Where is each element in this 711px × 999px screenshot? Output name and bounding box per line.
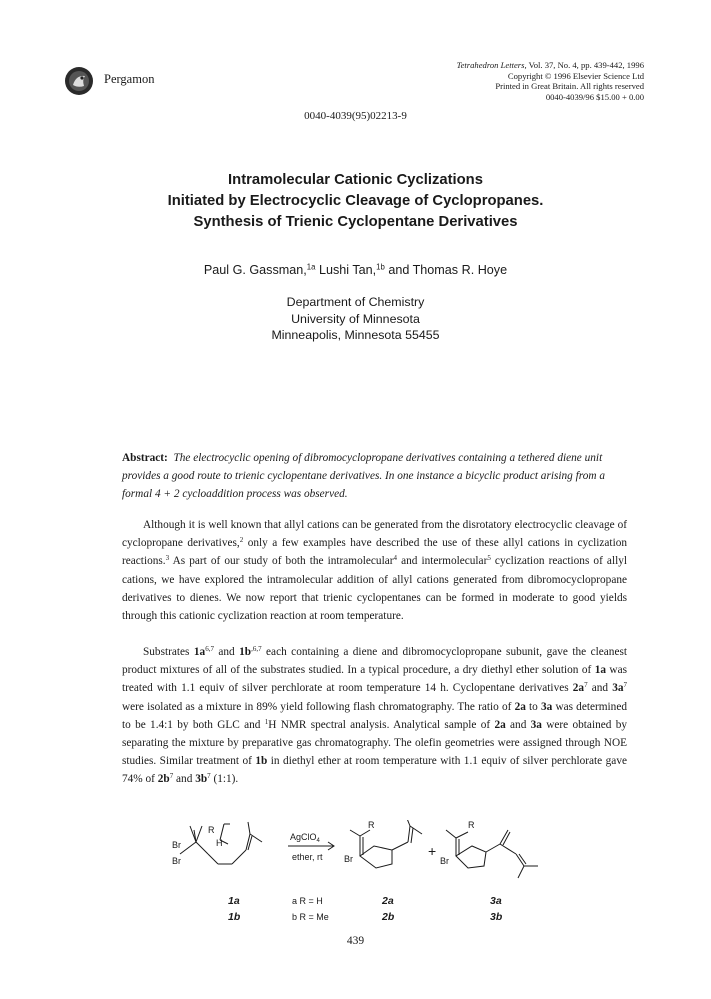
text-run: in diethyl ether at room temperature with 1.1 equiv of silver perchlorate gave 74% of [122, 755, 627, 786]
atom-label: H [216, 838, 223, 848]
citation: 4 [393, 554, 397, 563]
citation: 7 [169, 772, 174, 781]
text-run: (1:1). [210, 773, 239, 786]
citation: 7 [207, 772, 211, 781]
text-run: was treated with 1.1 equiv of silver perchlorate at room temperature 14 h. Cyclopentane derivatives [122, 664, 627, 695]
compound-ref: 3b [195, 773, 208, 786]
price-line: 0040-4039/96 $15.00 + 0.00 [545, 91, 644, 102]
doi: 0040-4039(95)02213-9 [304, 110, 407, 122]
author-3: and Thomas R. Hoye [384, 263, 508, 277]
atom-label: Br [440, 856, 449, 866]
compound-ref: 1a [193, 646, 206, 658]
printed-line: Printed in Great Britain. All rights reserved [495, 81, 644, 92]
body-paragraph-2 [122, 643, 627, 789]
compound-ref: 2a [514, 700, 526, 713]
abstract-text: The electrocyclic opening of dibromocyclopropane derivatives containing a tethered diene unit provides a good route to trienic cyclopentane derivatives. In one instance a bicyclic product arising from a formal 4 + 2 cycloaddition process was observed. [122, 452, 606, 501]
citation: 3 [165, 554, 170, 563]
compound-label: 2a [382, 895, 394, 907]
compound-ref: 3a [540, 700, 553, 713]
citation: 7 [584, 681, 588, 690]
compound-ref: 3a [612, 682, 624, 695]
conditions-label: ether, rt [292, 852, 323, 862]
text-run: only a few examples have described the use of these allyl cations in cyclization reactions. [122, 537, 628, 568]
text-run: and [213, 646, 240, 658]
author-list [0, 263, 711, 277]
compound-label: 2b [382, 911, 395, 923]
text-run: was determined to be 1.4:1 by both GLC and [122, 700, 627, 731]
scheme-structures [180, 820, 538, 878]
text-run: and [587, 682, 613, 695]
journal-info [457, 60, 644, 102]
compound-label: 3b [490, 911, 503, 923]
author-1: Paul G. Gassman, [203, 263, 307, 277]
atom-label: Br [172, 856, 181, 866]
abstract-label: Abstract: [122, 452, 168, 464]
compound-label: 3a [490, 895, 502, 907]
citation: 2 [239, 536, 244, 545]
publisher-logo-icon [64, 66, 94, 96]
compound-ref: 2a [572, 682, 585, 695]
compound-ref: 1b [239, 646, 252, 658]
text-run: were isolated as a mixture in 89% yield following flash chromatography. The ratio of [122, 700, 515, 713]
citation: 7 [623, 681, 627, 690]
affiliation-department: Department of Chemistry [286, 295, 425, 309]
atom-label: Br [172, 840, 181, 850]
citation: 5 [487, 554, 491, 563]
compound-ref: 3a [530, 718, 542, 731]
compound-ref: 1b [255, 755, 268, 768]
author-2: Lushi Tan, [315, 263, 377, 277]
substituent-label: b R = Me [292, 912, 329, 922]
title-line-2: Initiated by Electrocyclic Cleavage of Cyclopropanes. [167, 193, 544, 209]
compound-ref: 2b [157, 773, 170, 786]
body-paragraph-1 [122, 516, 627, 625]
superscript: 1 [264, 717, 269, 726]
atom-label: R [208, 825, 215, 835]
citation: 6,7 [205, 645, 214, 654]
compound-label: 1a [228, 895, 240, 907]
publisher-name: Pergamon [104, 72, 155, 86]
author-2-footnote: 1b [376, 262, 385, 272]
copyright-line: Copyright © 1996 Elsevier Science Ltd [507, 70, 644, 81]
abstract [122, 449, 627, 504]
text-run: and intermolecular [396, 555, 488, 568]
journal-title: Tetrahedron Letters, [456, 60, 527, 70]
text-run: cyclization reactions of allyl cations, we have explored the intramolecular addition of allyl cations generated from dibromocyclopropane derivatives to dienes. We now report that trienic cyclopentanes can be formed in moderate to good yields through this cationic cyclization reaction at room temperature. [122, 555, 628, 623]
reaction-scheme [160, 820, 560, 930]
atom-label: R [468, 820, 475, 830]
text-run: to [525, 700, 541, 713]
text-run: Substrates [143, 646, 194, 658]
substituent-label: a R = H [292, 896, 323, 906]
page-number: 439 [346, 935, 365, 947]
journal-volume: Vol. 37, No. 4, pp. 439-442, 1996 [526, 60, 644, 70]
text-run: H NMR spectral analysis. Analytical sample of [268, 718, 495, 731]
citation: ,6,7 [251, 645, 262, 654]
author-1-footnote: 1a [306, 262, 316, 272]
text-run: and [173, 773, 196, 786]
text-run: Although it is well known that allyl cations can be generated from the disrotatory electrocyclic cleavage of cyclopropane derivatives, [122, 519, 627, 550]
atom-label: R [368, 820, 375, 830]
product-2-structure [350, 820, 422, 868]
compound-ref: 1a [594, 664, 606, 677]
plus-sign: + [428, 843, 437, 859]
reagent-label: AgClO$_4$ [290, 832, 320, 844]
compound-ref: 2a [494, 718, 506, 731]
affiliation [0, 294, 711, 344]
text-run: were obtained by separating the mixture by preparative gas chromatography. The olefin geometries were assigned through NOE studies. Similar treatment of [122, 718, 627, 768]
title-line-3: Synthesis of Trienic Cyclopentane Derivatives [193, 214, 518, 230]
text-run: As part of our study of both the intramolecular [169, 555, 394, 568]
atom-label: Br [344, 854, 353, 864]
text-run: and [505, 718, 531, 731]
paper-title [0, 170, 711, 233]
text-run: each containing a diene and dibromocyclopropane subunit, gave the cleanest product mixtures of all of the substrates studied. In a typical procedure, a dry diethyl ether solution of [122, 646, 627, 677]
affiliation-university: University of Minnesota [291, 311, 420, 326]
product-3-structure [446, 830, 538, 878]
compound-label: 1b [228, 911, 241, 923]
title-line-1: Intramolecular Cationic Cyclizations [228, 172, 483, 188]
affiliation-city: Minneapolis, Minnesota 55455 [271, 328, 440, 342]
